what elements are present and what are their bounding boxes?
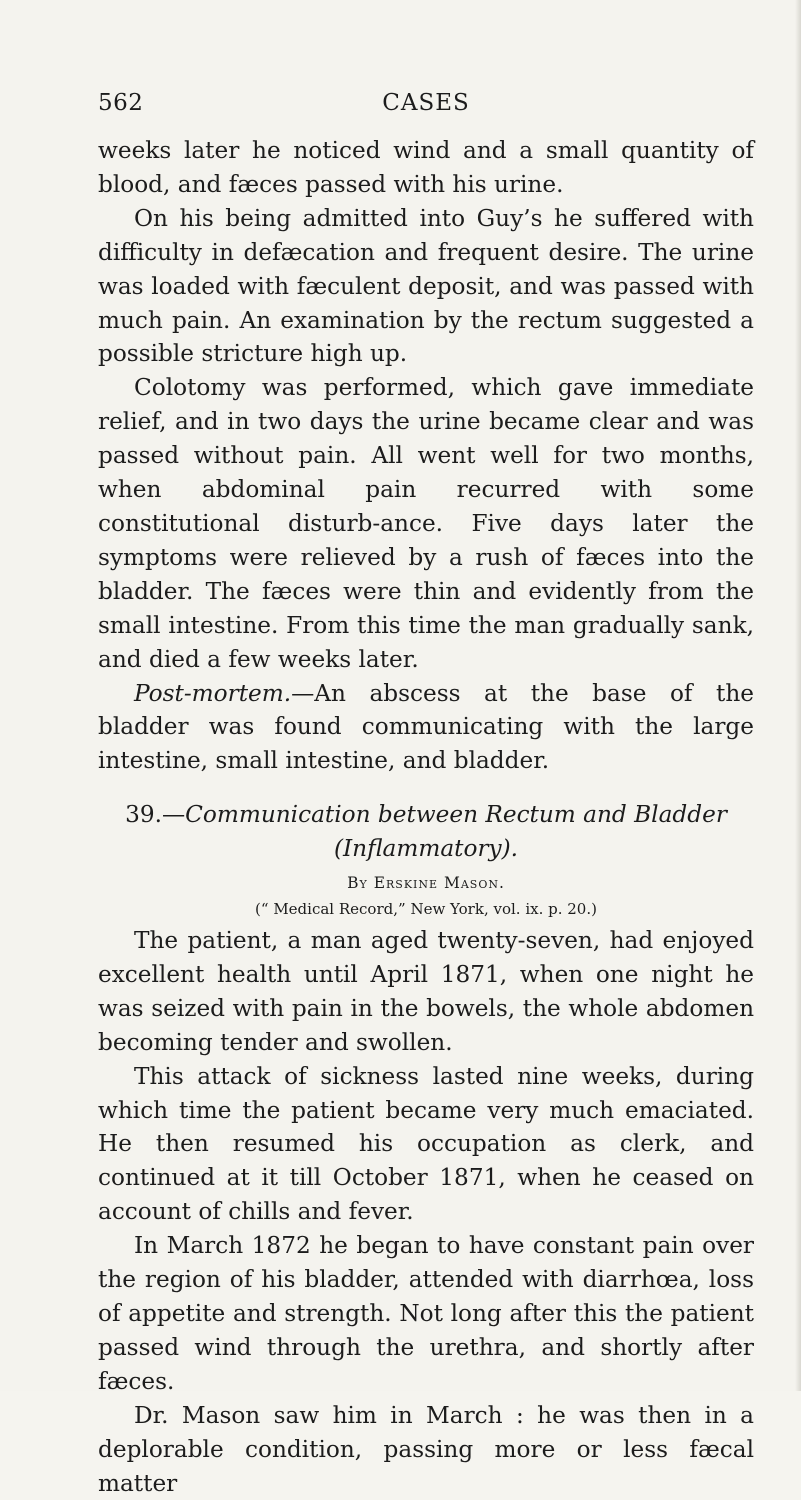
paragraph: weeks later he noticed wind and a small quantity of blood, and fæces passed with his urine.: [98, 137, 754, 198]
section-heading: [98, 798, 754, 832]
section-subtitle: (Inflammatory).: [333, 835, 519, 863]
paragraph: The patient, a man aged twenty-seven, had enjoyed excellent health until April 1871, when one night he was seized with pain in the bowels, the whole abdomen becoming tender and swollen.: [98, 927, 754, 1056]
postmortem-label: Post-mortem.: [134, 679, 292, 707]
byline: By Erskine Mason.: [347, 874, 505, 893]
paragraph: Dr. Mason saw him in March : he was then in a deplorable condition, passing more or less fæcal matter: [98, 1401, 754, 1497]
running-head: CASES: [382, 90, 470, 116]
paragraph: Colotomy was performed, which gave immediate relief, and in two days the urine became clear and was passed without pain. All went well for two months, when abdominal pain recurred with some constitutional disturb-ance. Five days later the symptoms were relieved by a rush of fæces into the bladder. The fæces were thin and evidently from the small intestine. From this time the man gradually sank, and died a few weeks later.: [98, 374, 754, 673]
paragraph: In March 1872 he began to have constant pain over the region of his bladder, attended with diarrhœa, loss of appetite and strength. Not long after this the patient passed wind through the urethra, and shortly after fæces.: [98, 1232, 754, 1395]
postmortem-text: —An abscess at the base of the bladder was found communicating with the large intestine, small intestine, and bladder.: [98, 679, 754, 775]
page-header: [98, 90, 754, 124]
page-number: 562: [98, 90, 144, 116]
section-number: 39.—: [125, 801, 186, 829]
source-citation: (“ Medical Record,” New York, vol. ix. p. 20.): [255, 900, 597, 919]
page-edge-shadow: [795, 0, 801, 1391]
paragraph: On his being admitted into Guy’s he suffered with difficulty in defæcation and frequent desire. The urine was loaded with fæculent deposit, and was passed with much pain. An examination by the rectum suggested a possible stricture high up.: [98, 204, 754, 368]
postmortem-paragraph: [98, 677, 754, 779]
body-text: [98, 134, 754, 1500]
paragraph: This attack of sickness lasted nine weeks, during which time the patient became very much emaciated. He then resumed his occupation as clerk, and continued at it till October 1871, when he ceased on account of chills and fever.: [98, 1062, 754, 1226]
section-title: Communication between Rectum and Bladder: [185, 801, 727, 829]
